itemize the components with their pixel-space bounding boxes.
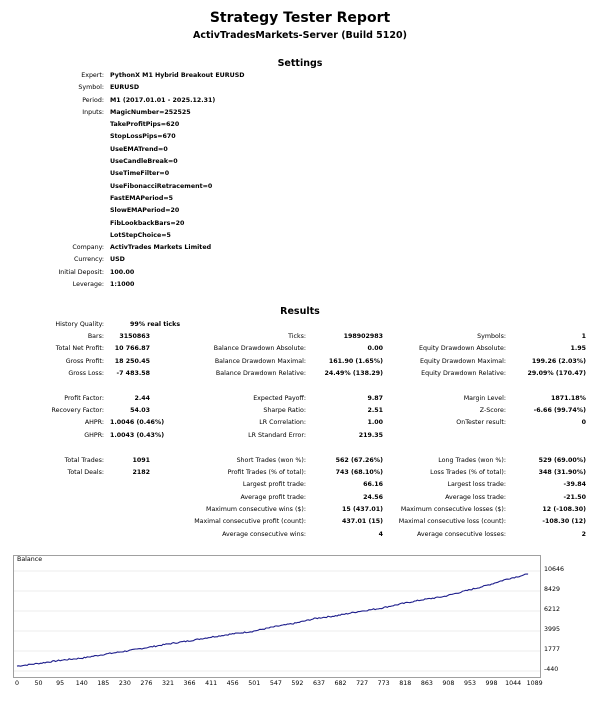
settings-row bbox=[0, 131, 600, 143]
settings-row bbox=[0, 168, 600, 180]
x-tick-label: 637 bbox=[312, 680, 325, 687]
result-value: -6.66 (99.74%) bbox=[533, 407, 586, 415]
settings-row bbox=[0, 242, 600, 254]
y-tick-label: -440 bbox=[544, 666, 559, 673]
balance-line bbox=[17, 574, 528, 666]
settings-row bbox=[0, 95, 600, 107]
x-tick-label: 456 bbox=[226, 680, 239, 687]
settings-row bbox=[0, 144, 600, 156]
result-label: Maximal consecutive loss (count): bbox=[398, 518, 506, 526]
result-value: 199.26 (2.03%) bbox=[531, 357, 586, 365]
x-tick-label: 230 bbox=[118, 680, 131, 687]
result-label: Maximal consecutive profit (count): bbox=[194, 518, 306, 526]
result-value: 15 (437.01) bbox=[341, 505, 383, 513]
result-value: 2182 bbox=[132, 468, 150, 476]
x-tick-label: 276 bbox=[140, 680, 153, 687]
result-label: Loss Trades (% of total): bbox=[430, 468, 506, 476]
result-value: 4 bbox=[378, 530, 383, 538]
result-value: 1.00 bbox=[367, 419, 383, 427]
result-value: 348 (31.90%) bbox=[538, 468, 586, 476]
result-label: Long Trades (won %): bbox=[438, 456, 506, 464]
settings-key: Period: bbox=[82, 96, 104, 104]
x-tick-label: 501 bbox=[248, 680, 261, 687]
result-value: 12 (-108.30) bbox=[542, 505, 586, 513]
settings-row bbox=[0, 254, 600, 266]
result-value: 219.35 bbox=[358, 431, 383, 439]
settings-row bbox=[0, 279, 600, 291]
settings-value: ActivTrades Markets Limited bbox=[110, 244, 212, 252]
result-value: 18 250.45 bbox=[114, 357, 150, 365]
x-tick-label: 321 bbox=[161, 680, 174, 687]
settings-table bbox=[0, 70, 600, 291]
result-label: Balance Drawdown Absolute: bbox=[213, 345, 306, 353]
x-tick-label: 953 bbox=[463, 680, 476, 687]
result-value: 9.87 bbox=[367, 394, 383, 402]
result-label: Z-Score: bbox=[479, 407, 506, 415]
result-label: Equity Drawdown Maximal: bbox=[420, 357, 506, 365]
result-label: Maximum consecutive wins ($): bbox=[206, 505, 306, 513]
result-value: 1.0043 (0.43%) bbox=[110, 431, 165, 439]
result-value: 2.44 bbox=[134, 394, 150, 402]
result-value: 0.00 bbox=[367, 345, 383, 353]
x-tick-label: 592 bbox=[291, 680, 304, 687]
result-value: 24.49% (138.29) bbox=[324, 370, 383, 378]
result-value: 10 766.87 bbox=[114, 345, 150, 353]
result-label: Sharpe Ratio: bbox=[263, 407, 306, 415]
result-label: Maximum consecutive losses ($): bbox=[400, 505, 506, 513]
result-label: Recovery Factor: bbox=[51, 407, 104, 415]
result-value: -21.50 bbox=[563, 493, 586, 501]
settings-value: UseFibonacciRetracement=0 bbox=[110, 182, 213, 190]
result-label: Average consecutive wins: bbox=[222, 530, 306, 538]
result-label: Equity Drawdown Relative: bbox=[421, 370, 506, 378]
settings-key: Initial Deposit: bbox=[58, 268, 104, 276]
settings-value: UseEMATrend=0 bbox=[110, 145, 168, 153]
result-value: -7 483.58 bbox=[116, 370, 150, 378]
settings-value: PythonX M1 Hybrid Breakout EURUSD bbox=[110, 72, 245, 79]
settings-row bbox=[0, 82, 600, 94]
result-label: Balance Drawdown Maximal: bbox=[214, 357, 306, 365]
result-label: Total Net Profit: bbox=[55, 345, 104, 353]
y-tick-label: 6212 bbox=[544, 605, 561, 613]
y-tick-label: 1777 bbox=[544, 646, 561, 653]
result-label: LR Standard Error: bbox=[248, 431, 306, 439]
result-value: 1.95 bbox=[570, 345, 586, 353]
result-label: GHPR: bbox=[84, 431, 104, 439]
result-value: -108.30 (12) bbox=[542, 518, 586, 526]
result-label: Largest profit trade: bbox=[242, 481, 306, 489]
settings-value: 1:1000 bbox=[110, 281, 135, 289]
settings-key: Expert: bbox=[81, 72, 104, 79]
settings-row bbox=[0, 181, 600, 193]
settings-row bbox=[0, 70, 600, 82]
history-quality-label: History Quality: bbox=[55, 321, 104, 328]
x-tick-label: 773 bbox=[377, 680, 390, 687]
settings-heading: Settings bbox=[277, 58, 323, 69]
result-label: Equity Drawdown Absolute: bbox=[419, 345, 506, 353]
settings-key: Company: bbox=[72, 244, 104, 252]
settings-row bbox=[0, 230, 600, 242]
settings-value: EURUSD bbox=[110, 84, 140, 92]
result-value: 437.01 (15) bbox=[341, 518, 383, 526]
settings-value: FibLookbackBars=20 bbox=[110, 219, 185, 227]
settings-value: UseCandleBreak=0 bbox=[110, 158, 178, 166]
result-value: 3150863 bbox=[119, 333, 150, 340]
x-tick-label: 366 bbox=[183, 680, 196, 687]
result-value: 1 bbox=[581, 333, 586, 340]
result-value: 198902983 bbox=[343, 333, 383, 340]
y-tick-label: 3995 bbox=[544, 625, 561, 633]
result-label: Expected Payoff: bbox=[253, 394, 306, 402]
result-label: LR Correlation: bbox=[259, 419, 306, 427]
result-value: 1871.18% bbox=[551, 394, 586, 402]
result-value: 1.0046 (0.46%) bbox=[110, 419, 165, 427]
x-tick-label: 682 bbox=[334, 680, 347, 687]
y-tick-label: 10646 bbox=[544, 565, 565, 573]
result-label: Average profit trade: bbox=[240, 493, 306, 501]
result-value: 29.09% (170.47) bbox=[527, 370, 586, 378]
result-value: 529 (69.00%) bbox=[538, 456, 586, 464]
x-tick-label: 727 bbox=[356, 680, 369, 687]
result-label: Bars: bbox=[87, 333, 104, 340]
x-tick-label: 908 bbox=[442, 680, 455, 687]
x-tick-label: 998 bbox=[485, 680, 498, 687]
result-label: Margin Level: bbox=[463, 394, 506, 402]
x-tick-label: 547 bbox=[269, 680, 282, 687]
report-title: Strategy Tester Report bbox=[209, 10, 391, 26]
x-tick-label: 95 bbox=[56, 680, 65, 687]
settings-value: LotStepChoice=5 bbox=[110, 231, 171, 239]
result-label: Largest loss trade: bbox=[447, 481, 506, 489]
balance-chart bbox=[13, 555, 541, 678]
settings-value: TakeProfitPips=620 bbox=[110, 121, 180, 129]
settings-row bbox=[0, 156, 600, 168]
result-label: Short Trades (won %): bbox=[236, 456, 306, 464]
settings-value: UseTimeFilter=0 bbox=[110, 170, 170, 178]
result-value: 1091 bbox=[132, 456, 150, 464]
result-label: OnTester result: bbox=[456, 419, 506, 427]
settings-key: Inputs: bbox=[82, 108, 104, 116]
result-label: Total Deals: bbox=[67, 468, 104, 476]
result-value: -39.84 bbox=[563, 481, 586, 489]
x-tick-label: 0 bbox=[14, 680, 20, 687]
settings-row bbox=[0, 107, 600, 119]
x-tick-label: 185 bbox=[97, 680, 110, 687]
x-tick-label: 50 bbox=[34, 680, 43, 687]
settings-row bbox=[0, 119, 600, 131]
result-label: Total Trades: bbox=[64, 456, 104, 464]
x-tick-label: 140 bbox=[75, 680, 88, 687]
settings-row bbox=[0, 218, 600, 230]
x-tick-label: 411 bbox=[205, 680, 218, 687]
result-value: 743 (68.10%) bbox=[335, 468, 383, 476]
result-value: 66.16 bbox=[363, 481, 383, 489]
result-value: 562 (67.26%) bbox=[335, 456, 383, 464]
x-tick-label: 1089 bbox=[526, 680, 543, 687]
result-label: Profit Factor: bbox=[64, 394, 104, 402]
balance-chart-svg bbox=[14, 556, 540, 677]
settings-key: Currency: bbox=[73, 256, 104, 264]
x-tick-label: 1044 bbox=[505, 680, 522, 687]
settings-value: SlowEMAPeriod=20 bbox=[110, 207, 180, 215]
results-heading: Results bbox=[280, 306, 320, 317]
history-quality-value: 99% real ticks bbox=[130, 321, 181, 328]
settings-value: StopLossPips=670 bbox=[110, 133, 176, 141]
settings-key: Symbol: bbox=[78, 84, 104, 92]
settings-value: FastEMAPeriod=5 bbox=[110, 194, 174, 202]
result-value: 54.03 bbox=[130, 407, 150, 415]
result-label: AHPR: bbox=[84, 419, 104, 427]
settings-value: 100.00 bbox=[110, 268, 135, 276]
server-build: ActivTradesMarkets-Server (Build 5120) bbox=[193, 30, 407, 41]
result-label: Symbols: bbox=[477, 333, 506, 340]
settings-row bbox=[0, 267, 600, 279]
settings-key: Leverage: bbox=[72, 281, 104, 289]
result-value: 2 bbox=[581, 530, 586, 538]
chart-title: Balance bbox=[17, 556, 43, 563]
result-label: Average loss trade: bbox=[445, 493, 506, 501]
result-label: Ticks: bbox=[288, 333, 306, 340]
result-value: 161.90 (1.65%) bbox=[328, 357, 383, 365]
settings-row bbox=[0, 193, 600, 205]
result-value: 24.56 bbox=[363, 493, 383, 501]
result-label: Average consecutive losses: bbox=[416, 530, 506, 538]
result-label: Profit Trades (% of total): bbox=[227, 468, 306, 476]
result-label: Gross Profit: bbox=[65, 357, 104, 365]
y-tick-label: 8429 bbox=[544, 585, 561, 593]
x-tick-label: 863 bbox=[420, 680, 433, 687]
x-tick-label: 818 bbox=[399, 680, 412, 687]
result-value: 2.51 bbox=[367, 407, 383, 415]
settings-value: M1 (2017.01.01 - 2025.12.31) bbox=[110, 96, 216, 104]
settings-row bbox=[0, 205, 600, 217]
result-value: 0 bbox=[581, 419, 586, 427]
result-label: Balance Drawdown Relative: bbox=[215, 370, 306, 378]
settings-value: USD bbox=[110, 256, 125, 264]
settings-value: MagicNumber=252525 bbox=[110, 108, 191, 116]
result-label: Gross Loss: bbox=[68, 370, 104, 378]
